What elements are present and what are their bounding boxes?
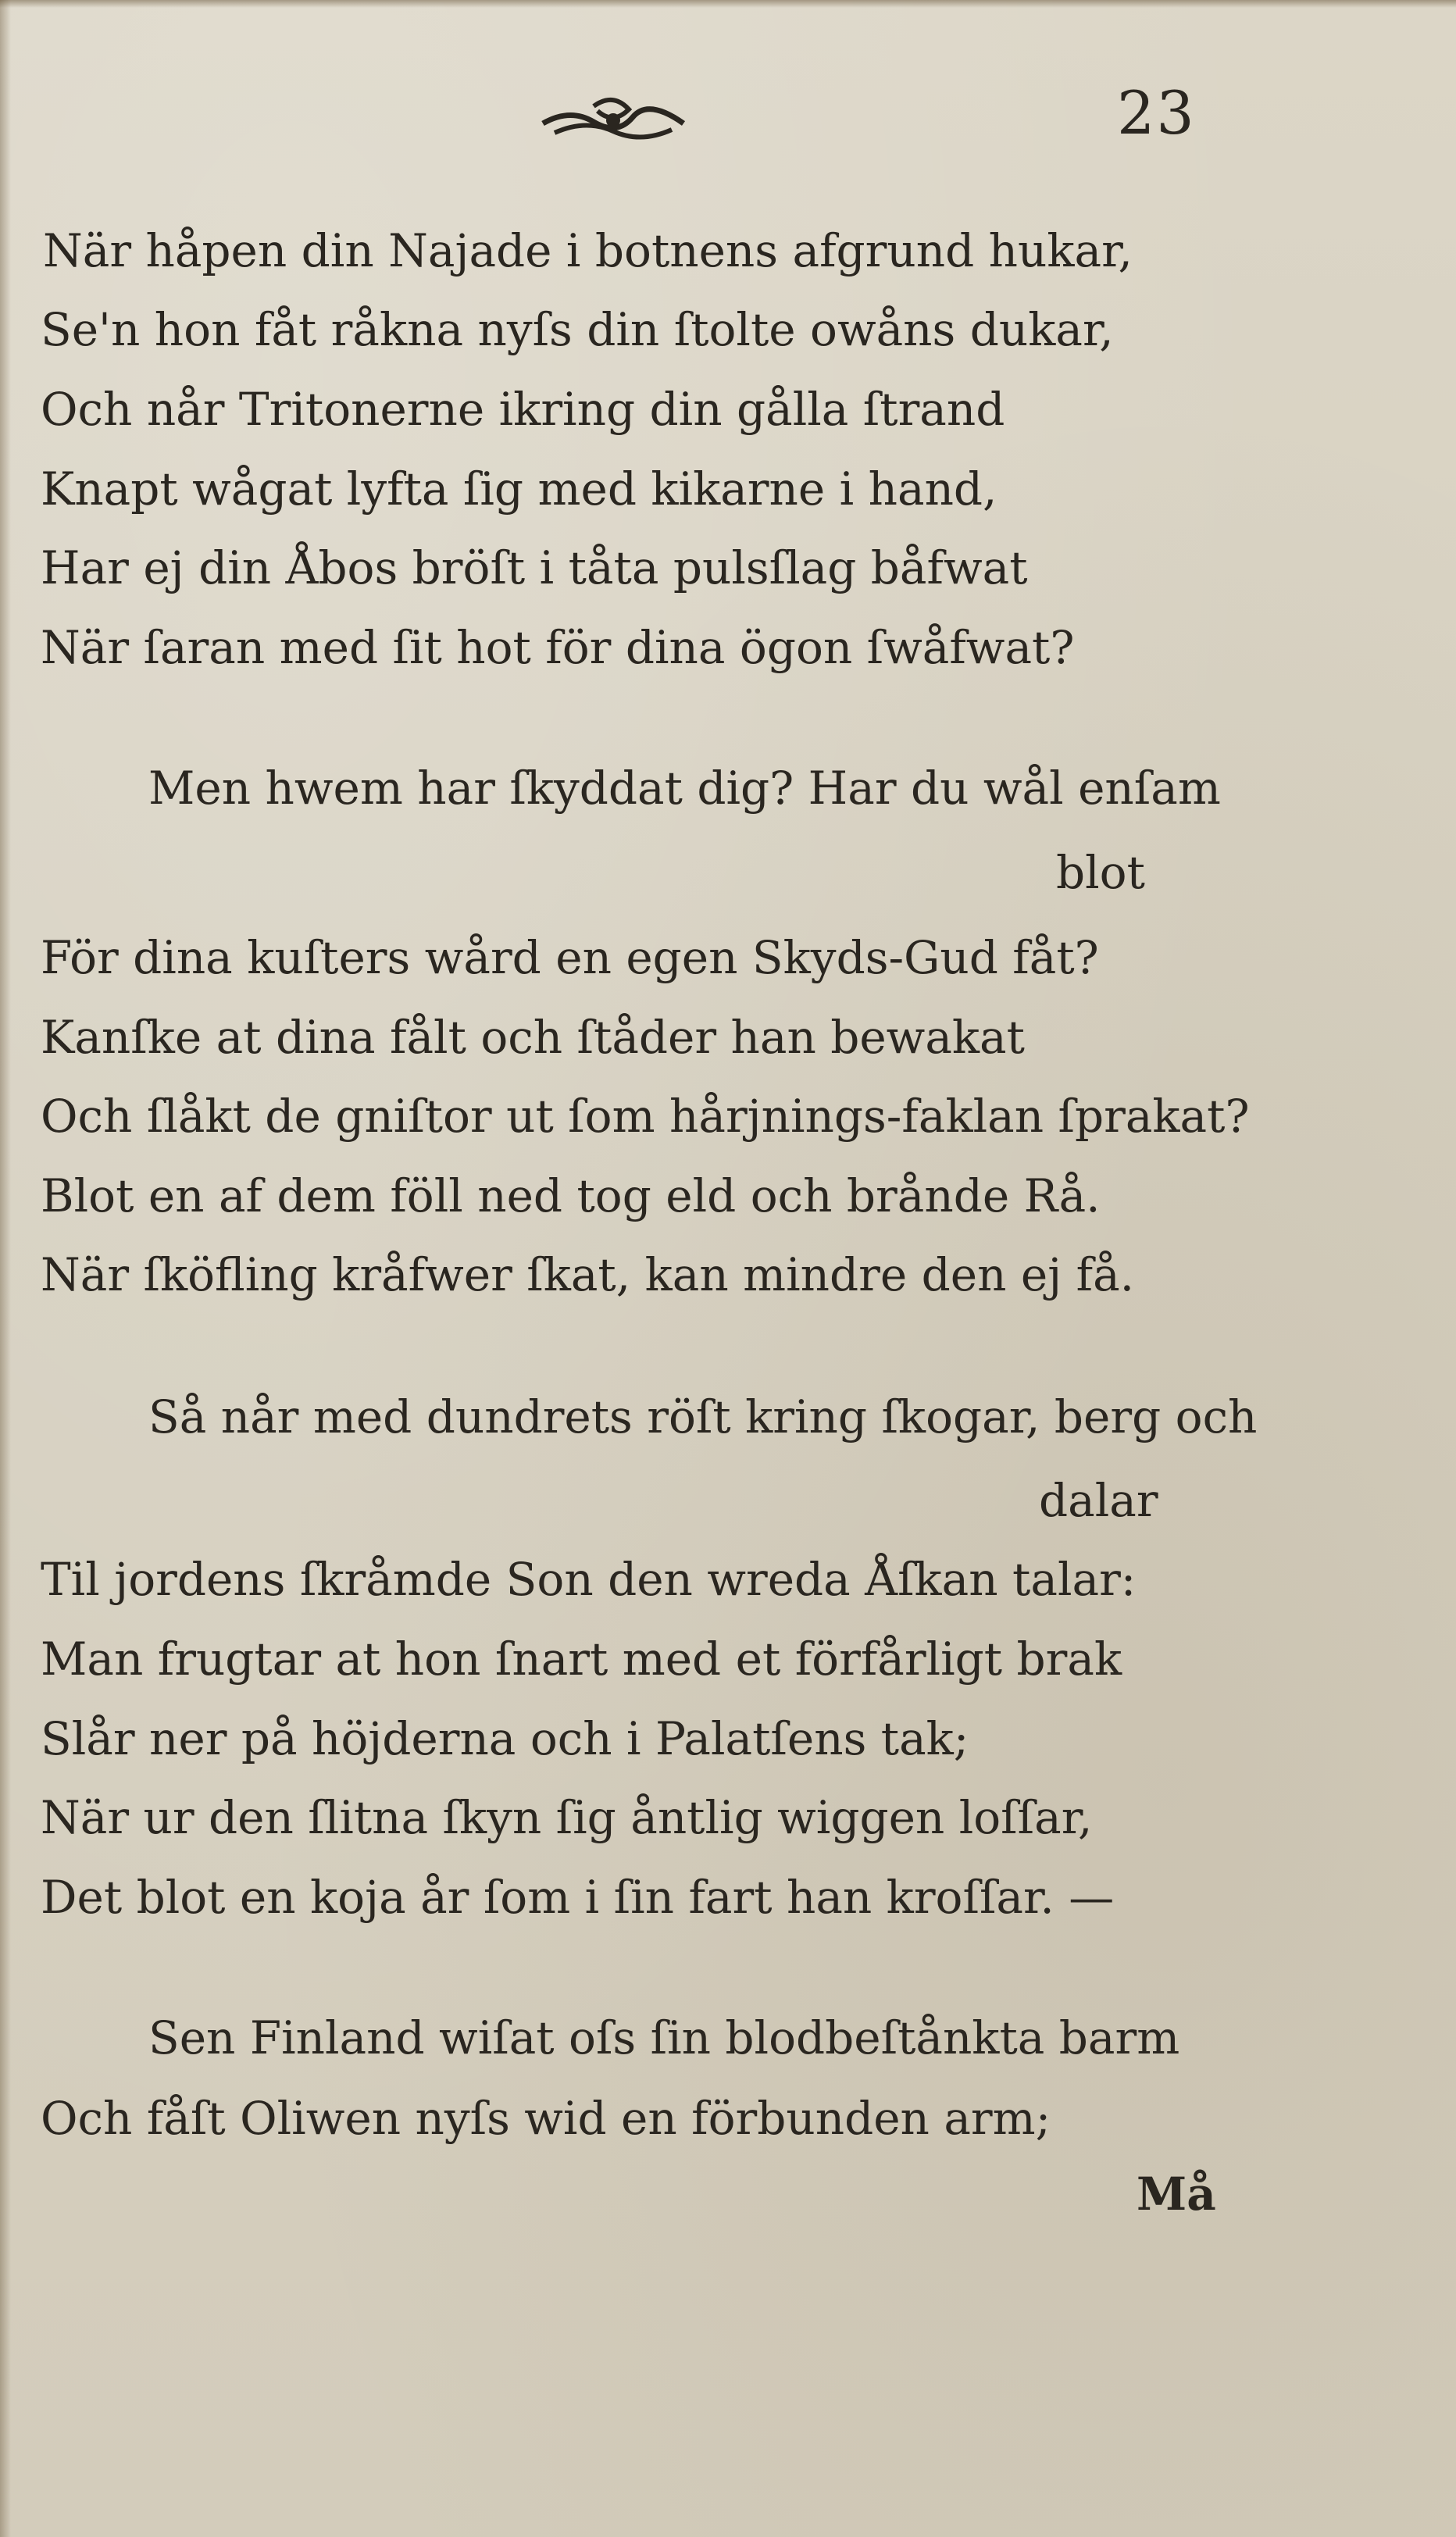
- poem-line: När ur den ſlitna ſkyn ſig åntlig wiggen loſſar,: [41, 1791, 1093, 1844]
- page-number: 23: [1117, 78, 1196, 148]
- poem-line: När ſaran med ſit hot för dina ögon ſwåfwat?: [41, 621, 1075, 674]
- poem-line: För dina kuſters wård en egen Skyds-Gud fåt?: [41, 931, 1099, 984]
- catchword: Må: [1137, 2168, 1216, 2221]
- poem-line-continuation: dalar: [1039, 1474, 1158, 1527]
- poem-line: Blot en af dem föll ned tog eld och brånde Rå.: [41, 1169, 1101, 1222]
- poem-line: Så når med dundrets röſt kring ſkogar, berg och: [148, 1390, 1258, 1443]
- poem-line: När ſköfling kråfwer ſkat, kan mindre den ej få.: [41, 1248, 1135, 1301]
- poem-line: Men hwem har ſkyddat dig? Har du wål enſam: [148, 762, 1221, 815]
- poem-line: Sen Finland wiſat oſs ſin blodbeſtånkta barm: [148, 2011, 1180, 2064]
- poem-line: Kanſke at dina fålt och ſtåder han bewakat: [41, 1011, 1025, 1064]
- poem-line: Man frugtar at hon ſnart med et förfårligt brak: [41, 1632, 1122, 1686]
- poem-line: Har ej din Åbos bröſt i tåta pulsſlag båfwat: [41, 541, 1028, 594]
- page-shadow-left: [0, 0, 11, 2537]
- poem-line: Det blot en koja år ſom i ſin fart han kroſſar. —: [41, 1871, 1115, 1924]
- poem-line: Til jordens ſkråmde Son den wreda Åſkan talar:: [41, 1553, 1137, 1606]
- page-shadow-top: [0, 0, 1456, 8]
- poem-line: Och fåſt Oliwen nyſs wid en förbunden arm;: [41, 2092, 1051, 2145]
- poem-line: När håpen din Najade i botnens afgrund hukar,: [43, 224, 1133, 277]
- poem-line: Slår ner på höjderna och i Palatſens tak;: [41, 1712, 969, 1765]
- poem-line: Och ſlåkt de gniſtor ut ſom hårjnings-faklan ſprakat?: [41, 1090, 1250, 1143]
- poem-line: Och når Tritonerne ikring din gålla ſtrand: [41, 383, 1005, 436]
- poem-line: Knapt wågat lyfta ſig med kikarne i hand,: [41, 462, 997, 516]
- printers-flourish-ornament: [539, 92, 687, 147]
- poem-line-continuation: blot: [1056, 846, 1145, 899]
- poem-line: Se'n hon fåt råkna nyſs din ſtolte owåns dukar,: [41, 303, 1114, 356]
